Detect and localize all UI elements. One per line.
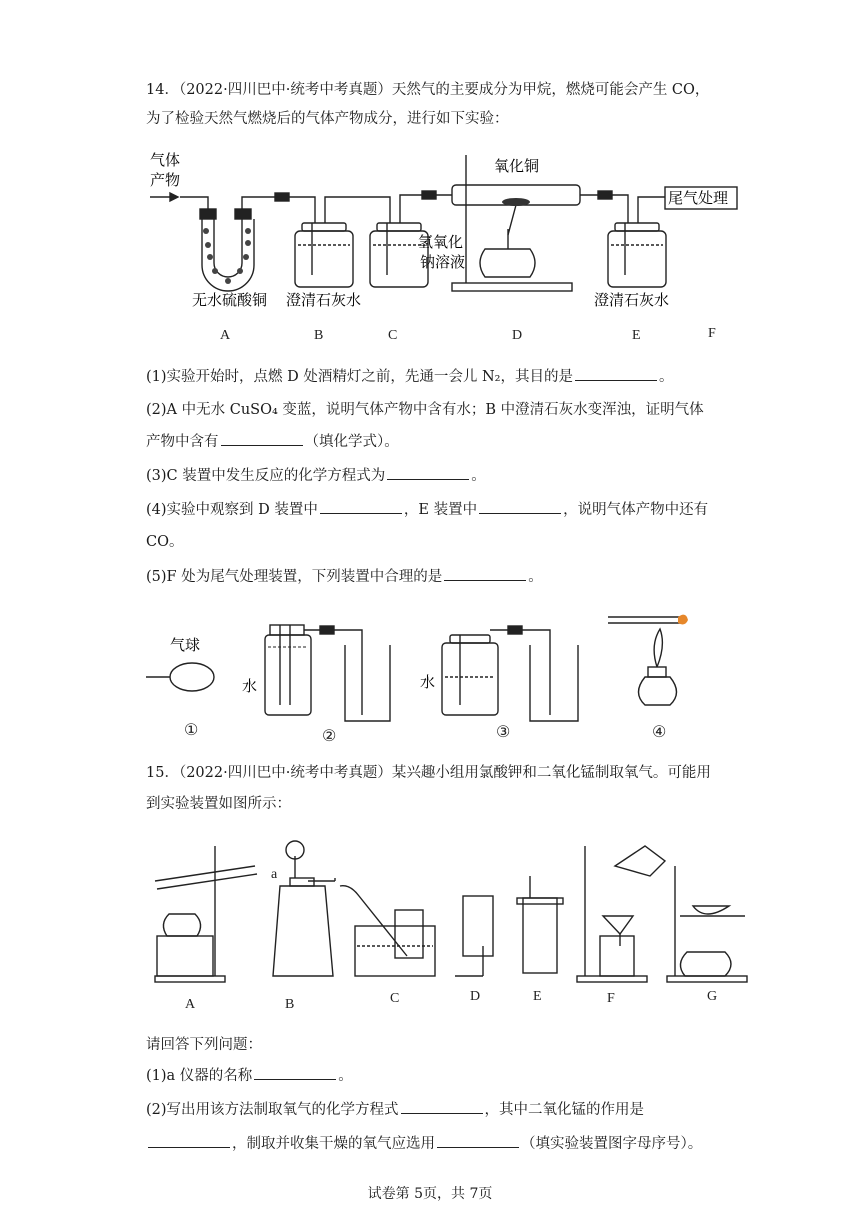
answer-blank[interactable] xyxy=(148,1134,230,1148)
q15-line1: 15．（2022·四川巴中·统考中考真题）某兴趣小组用氯酸钾和二氧化锰制取氧气。可能用 xyxy=(146,765,711,781)
letter-f: F xyxy=(607,991,615,1006)
q14-sub4-line2: CO。 xyxy=(146,534,184,550)
q15-line2: 到实验装置如图所示： xyxy=(146,796,291,812)
label-tail-gas: 尾气处理 xyxy=(668,189,729,207)
label-cuo: 氧化铜 xyxy=(494,157,540,175)
letter-b: B xyxy=(285,997,295,1012)
label-anhydrous-cuso4: 无水硫酸铜 xyxy=(192,291,268,309)
label-limewater-b: 澄清石灰水 xyxy=(286,291,362,309)
q15-sub1: (1)a 仪器的名称 。 xyxy=(146,1068,353,1084)
answer-blank[interactable] xyxy=(575,367,657,381)
answer-blank[interactable] xyxy=(221,432,303,446)
answer-blank[interactable] xyxy=(387,466,469,480)
answer-blank[interactable] xyxy=(320,500,402,514)
letter-c: C xyxy=(388,328,398,343)
label-limewater-e: 澄清石灰水 xyxy=(594,291,670,309)
figure-gas-detection-apparatus xyxy=(140,145,740,345)
letter-a: A xyxy=(220,328,231,343)
label-water-2: 水 xyxy=(242,677,258,695)
letter-c: C xyxy=(390,991,400,1006)
letter-f: F xyxy=(708,326,716,341)
label-water-3: 水 xyxy=(420,673,436,691)
label-gas-line1: 气体 xyxy=(150,151,181,169)
answer-blank[interactable] xyxy=(401,1100,483,1114)
option-4: ④ xyxy=(652,724,667,741)
q14-sub3: (3)C 装置中发生反应的化学方程式为 。 xyxy=(146,468,486,484)
answer-blank[interactable] xyxy=(437,1134,519,1148)
q14-line2: 为了检验天然气燃烧后的气体产物成分，进行如下实验： xyxy=(146,111,509,127)
label-balloon: 气球 xyxy=(170,636,201,654)
q14-sub2b: 产物中含有 （填化学式）。 xyxy=(146,434,399,450)
letter-b: B xyxy=(314,328,324,343)
answer-blank[interactable] xyxy=(444,567,526,581)
label-a-funnel: a xyxy=(271,867,278,882)
letter-d: D xyxy=(470,989,481,1004)
q15-sub2-line2: ，制取并收集干燥的氧气应选用 （填实验装置图字母序号）。 xyxy=(146,1134,702,1154)
option-3: ③ xyxy=(496,724,511,741)
q14-sub5: (5)F 处为尾气处理装置，下列装置中合理的是 。 xyxy=(146,569,543,585)
q14-line1: 14．（2022·四川巴中·统考中考真题）天然气的主要成分为甲烷，燃烧可能会产生 CO， xyxy=(146,82,710,98)
letter-e: E xyxy=(632,328,641,343)
q14-sub1: (1)实验开始时，点燃 D 处酒精灯之前，先通一会儿 N₂，其目的是 。 xyxy=(146,369,674,385)
option-1: ① xyxy=(184,722,199,739)
page-footer: 试卷第 5页，共 7页 xyxy=(367,1186,493,1202)
letter-g: G xyxy=(707,989,718,1004)
label-naoh-2: 钠溶液 xyxy=(420,253,466,271)
label-gas-line2: 产物 xyxy=(150,171,181,189)
answer-blank[interactable] xyxy=(254,1066,336,1080)
figure-tail-gas-options xyxy=(140,605,740,745)
q15-sub2: (2)写出用该方法制取氧气的化学方程式 ，其中二氧化锰的作用是 xyxy=(146,1102,645,1118)
q15-prompt: 请回答下列问题： xyxy=(146,1037,262,1053)
q14-sub4: (4)实验中观察到 D 装置中 ，E 装置中 ，说明气体产物中还有 xyxy=(146,502,709,518)
option-2: ② xyxy=(322,728,337,745)
figure-oxygen-apparatus xyxy=(145,826,765,1016)
answer-blank[interactable] xyxy=(479,500,561,514)
label-naoh-1: 氢氧化 xyxy=(418,233,464,251)
letter-d: D xyxy=(512,328,523,343)
letter-e: E xyxy=(533,989,542,1004)
letter-a: A xyxy=(185,997,196,1012)
q14-sub2a: (2)A 中无水 CuSO₄ 变蓝，说明气体产物中含有水；B 中澄清石灰水变浑浊，证明气体 xyxy=(146,402,704,418)
